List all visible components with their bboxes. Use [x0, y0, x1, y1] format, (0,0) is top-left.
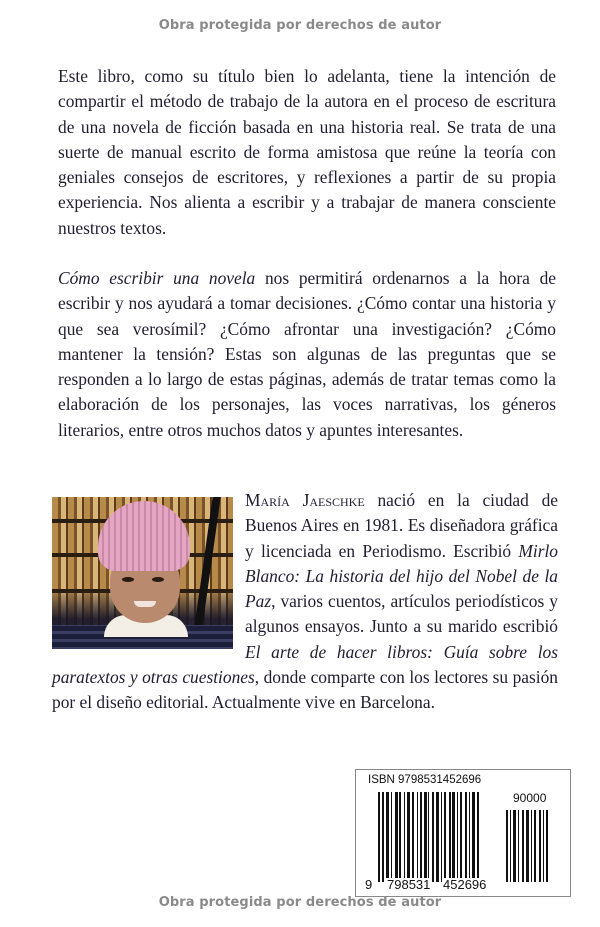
author-bio-text: , donde comparte con los lectores su pasión por el diseño editorial. Actualmente vive en Barcelona. [52, 667, 558, 713]
description-paragraph-1: Este libro, como su título bien lo adelanta, tiene la intención de compartir el método de trabajo de la autora en el proceso de escritura de una novela de ficción basada en una historia real. Se trata de una suerte de manual escrito de forma amistosa que reúne la teoría con geniales consejos de escritores, y reflexiones a partir de su propia experiencia. Nos alienta a escribir y a trabajar de manera consciente nuestros textos. [58, 66, 556, 238]
copyright-watermark-bottom: Obra protegida por derechos de autor [158, 895, 442, 910]
barcode-lead-digit: 9 [365, 877, 373, 892]
isbn-barcode [355, 769, 571, 897]
photo-smile [134, 601, 156, 607]
photo-pink-hat [98, 501, 190, 571]
barcode-digits-right: 452696 [443, 877, 487, 892]
description-paragraph-2-text: nos permitirá ordenarnos a la hora de escribir y nos ayudará a tomar decisiones. ¿Cómo contar una historia y que sea verosímil? ¿Cómo afrontar una investigación? ¿Cómo mantener la tensión? Estas son algunas de las preguntas que se responden a lo largo de estas páginas, además de tratar temas como la elaboración de los personajes, las voces narrativas, los géneros literarios, entre otros muchos datos y apuntes interesantes. [58, 268, 556, 440]
author-bio-text: , varios cuentos, artículos periodísticos y algunos ensayos. Junto a su marido escribió [245, 591, 558, 637]
photo-eye [152, 577, 164, 582]
copyright-watermark-top: Obra protegida por derechos de autor [158, 18, 442, 33]
barcode-addon-bars [506, 810, 562, 882]
author-bio-section [52, 488, 558, 716]
barcode-addon-label: 90000 [513, 791, 547, 805]
isbn-label: ISBN 9798531452696 [368, 774, 482, 786]
description-paragraph-2 [58, 266, 556, 443]
author-book-2: El arte de hacer libros: Guía sobre los paratextos y otras cuestiones [52, 641, 558, 688]
author-book-1: Mirlo Blanco: La historia del hijo del Nobel de la Paz [245, 540, 558, 612]
author-name: María Jaeschke [245, 490, 365, 510]
barcode-main-bars [378, 792, 494, 882]
author-bio-text: nació en la ciudad de Buenos Aires en 1981. Es diseñadora gráfica y licenciada en Periodismo. Escribió [245, 490, 558, 561]
author-photo [52, 497, 233, 649]
book-title: Cómo escribir una novela [58, 268, 256, 288]
photo-eye [122, 577, 134, 582]
barcode-digits-left: 798531 [387, 877, 431, 892]
